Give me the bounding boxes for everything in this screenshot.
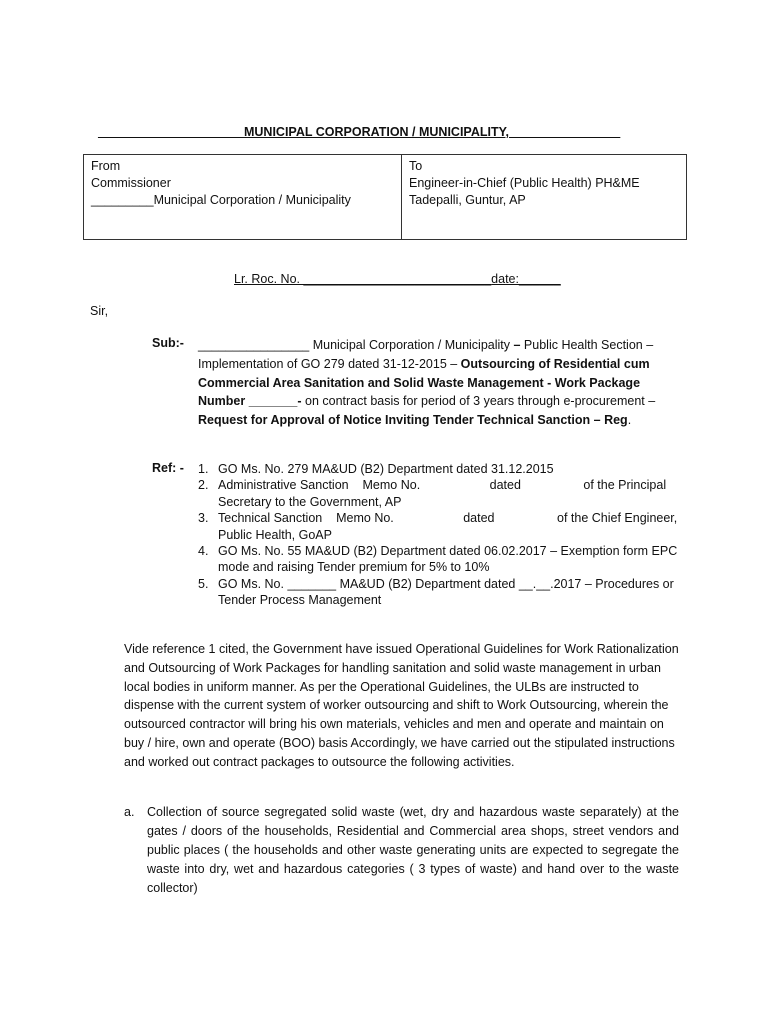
reference-item [198,543,678,576]
activity-marker: a. [124,805,135,819]
references-list [198,461,681,609]
references-label: Ref: - [152,461,184,475]
subject-label: Sub:- [152,336,184,350]
reference-item [198,510,681,543]
reference-text: GO Ms. No. 55 MA&UD (B2) Department dated 06.02.2017 – Exemption form EPC mode and raising Tender premium for 5% to 10% [218,544,678,575]
to-label: To [409,159,423,173]
activity-text: Collection of source segregated solid waste (wet, dry and hazardous waste separately) at the gates / doors of the households, Residential and Commercial area shops, street vendors and public places ( the households and other waste generating units are expected to segregate the waste into dry, wet and hazardous categories ( 3 types of waste) and hand over to the waste collector) [147,805,679,895]
from-designation: Commissioner [91,176,171,190]
salutation: Sir, [90,304,109,318]
document-title: _____________________MUNICIPAL CORPORATION / MUNICIPALITY, ______________ _ [98,125,621,139]
reference-number: 2. [198,478,209,493]
reference-line [234,272,561,286]
subject-part-1: ________________ Municipal Corporation / Municipality [198,338,511,352]
reference-number: 1. [198,462,209,476]
subject-part-4: Outsourcing of Residential cum Commercial Area Sanitation and Solid Waste Management - Work Package Number _______- [198,356,650,409]
reference-number: 3. [198,511,209,526]
reference-text: Technical Sanction Memo No. dated of the Chief Engineer, Public Health, GoAP [218,511,681,542]
reference-item [198,576,678,609]
to-designation: Engineer-in-Chief (Public Health) PH&ME [409,176,640,190]
body-paragraph: Vide reference 1 cited, the Government have issued Operational Guidelines for Work Rationalization and Outsourcing of Work Packages for handling sanitation and solid waste management in urban local bodies in uniform manner. As per the Operational Guidelines, the ULBs are instructed to dispense with the current system of worker outsourcing and shift to Work Outsourcing, wherein the outsourced contractor will bring his own materials, vehicles and men and operate and maintain on buy / hire, own and operate (BOO) basis Accordingly, we have carried out the stipulated instructions and worked out contract packages to outsource the following activities. [124,642,679,769]
reference-number: 5. [198,576,209,591]
to-cell [402,155,686,239]
subject-part-2: – [510,338,524,352]
reference-item [198,477,678,510]
from-office: _________Municipal Corporation / Municipality [91,193,351,207]
reference-text: GO Ms. No. _______ MA&UD (B2) Department dated __.__.2017 – Procedures or Tender Process Management [218,576,674,608]
subject-part-6: Request for Approval of Notice Inviting Tender Technical Sanction – Reg [198,413,628,428]
subject-part-5: on contract basis for period of 3 years through e-procurement – [301,394,656,409]
subject-part-7: . [627,413,632,428]
from-label: From [91,159,121,173]
subject-part-3: Public Health Section – Implementation of GO 279 dated 31-12-2015 – [198,338,654,371]
reference-number: 4. [198,544,209,559]
to-location: Tadepalli, Guntur, AP [409,193,526,207]
reference-text: GO Ms. No. 279 MA&UD (B2) Department dated 31.12.2015 [218,462,554,476]
lr-date: date:______ [491,272,561,286]
from-cell [84,155,402,239]
reference-text: Administrative Sanction Memo No. dated of the Principal Secretary to the Government, AP [218,478,670,509]
lr-roc-number: Lr. Roc. No. ___________________________ [234,272,492,286]
subject-text [198,336,678,430]
reference-item [198,461,678,477]
activity-item [124,803,679,898]
address-table [83,154,687,240]
